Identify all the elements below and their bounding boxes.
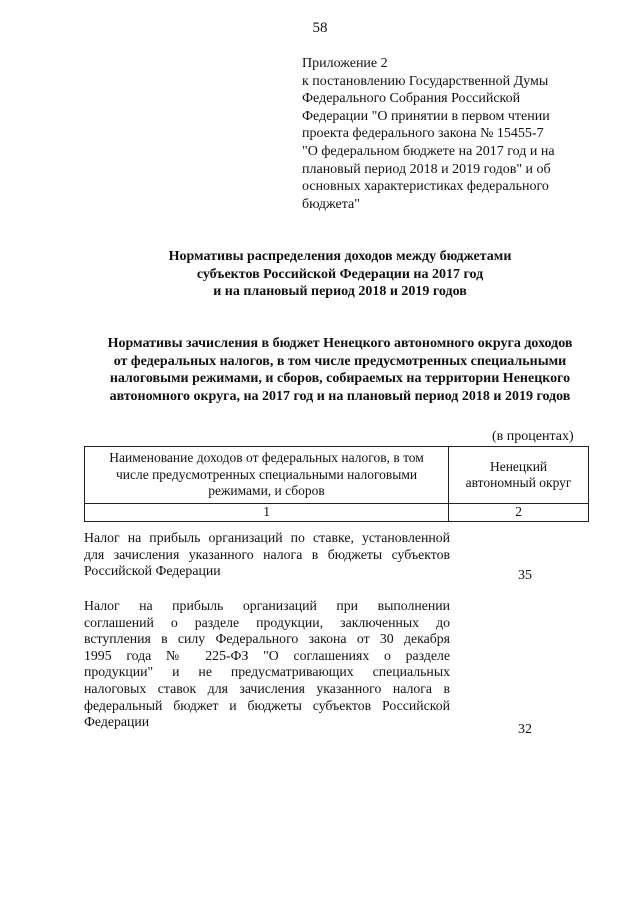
appendix-line: бюджета" <box>302 196 360 212</box>
appendix-line: основных характеристиках федерального <box>302 179 549 195</box>
appendix-line: плановый период 2018 и 2019 годов" и об <box>302 161 551 177</box>
column-number: 1 <box>85 504 449 522</box>
main-title-line: субъектов Российской Федерации на 2017 год <box>196 266 484 282</box>
row-line: федеральный бюджет и бюджеты субъектов Российской <box>84 697 450 713</box>
column-number-row <box>85 504 589 522</box>
main-title-line: и на плановый период 2018 и 2019 годов <box>213 284 467 300</box>
appendix-line: к постановлению Государственной Думы <box>302 73 549 89</box>
main-title-line: Нормативы распределения доходов между бюджетами <box>168 249 512 264</box>
table-row-1-value: 35 <box>518 568 532 583</box>
column-number: 2 <box>449 504 589 522</box>
main-title <box>60 248 620 301</box>
table-row-1-name <box>84 530 450 580</box>
header-line: режимами, и сборов <box>208 483 325 499</box>
table-row-2-name <box>84 598 450 731</box>
row-line: соглашений о разделе продукции, заключенных до <box>84 614 450 630</box>
appendix-line: проекта федерального закона № 15455-7 <box>302 126 544 142</box>
row-line: налоговых ставок для зачисления указанного налога в <box>84 680 450 696</box>
row-line: Федерации <box>84 714 150 730</box>
row-line: Российской Федерации <box>84 563 221 579</box>
row-line: для зачисления указанного налога в бюджеты субъектов <box>84 546 450 562</box>
header-line: Наименование доходов от федеральных налогов, в том <box>109 450 424 466</box>
row-line: вступления в силу Федерального закона от 30 декабря <box>84 631 450 647</box>
appendix-line: "О федеральном бюджете на 2017 год и на <box>302 143 555 159</box>
page-number: 58 <box>312 20 328 36</box>
appendix-line: Приложение 2 <box>302 56 388 71</box>
table-header-row <box>85 447 589 504</box>
row-line: продукции" и не предусматривающих специальных <box>84 664 450 680</box>
sub-title-line: от федеральных налогов, в том числе предусмотренных специальными <box>113 353 567 369</box>
sub-title-line: Нормативы зачисления в бюджет Ненецкого автономного округа доходов <box>107 336 573 351</box>
header-line: числе предусмотренных специальными налоговыми <box>115 466 418 482</box>
norms-table-header <box>84 446 589 522</box>
header-nenets-okrug <box>449 447 589 504</box>
units-label: (в процентах) <box>492 429 574 444</box>
sub-title-line: автономного округа, на 2017 год и на плановый период 2018 и 2019 годов <box>109 388 571 404</box>
sub-title-line: налоговыми режимами, и сборов, собираемых на территории Ненецкого <box>109 371 571 387</box>
row-line: Налог на прибыль организаций при выполнении <box>84 598 450 613</box>
row-line: Налог на прибыль организаций по ставке, установленной <box>84 530 450 545</box>
sub-title <box>60 335 620 405</box>
appendix-reference <box>302 55 602 213</box>
row-line: 1995 года № 225-ФЗ "О соглашениях о разделе <box>84 647 450 663</box>
header-income-name <box>85 447 449 504</box>
appendix-line: Федерации "О принятии в первом чтении <box>302 108 550 124</box>
header-line: Ненецкий <box>489 458 548 474</box>
appendix-line: Федерального Собрания Российской <box>302 91 521 107</box>
header-line: автономный округ <box>465 475 572 490</box>
table-row-2-value: 32 <box>518 722 532 737</box>
